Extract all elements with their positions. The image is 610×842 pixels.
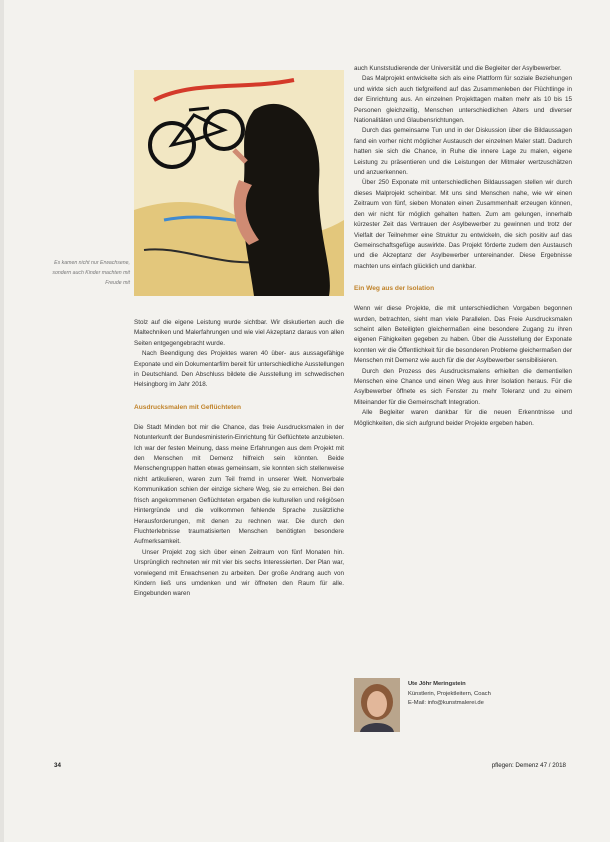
author-box: [354, 678, 572, 732]
paragraph: Alle Begleiter waren dankbar für die neuen Erkenntnisse und Möglichkeiten, die sich aufgrund beider Projekte ergeben haben.: [354, 409, 572, 427]
author-role: Künstlerin, Projektleitern, Coach: [408, 690, 491, 697]
page-number: 34: [54, 762, 61, 769]
author-name: Ute Jöhr Meringstein: [408, 681, 466, 687]
author-email: E-Mail: info@kunstmalerei.de: [408, 700, 484, 707]
paragraph: auch Kunststudierende der Universität und die Begleiter der Asylbewerber.: [354, 65, 562, 72]
paragraph: Die Stadt Minden bot mir die Chance, das freie Ausdrucksmalen in der Notunterkunft der Bundesministerin-Einrichtung für Geflüchtete anzubieten. Ich war der festen Meinung, dass meine Erfahrungen aus dem Projekt mit den Menschen mit Demenz hilfreich sein könnten. Beide Menschengruppen hatten etwas gemeinsam, sie konnten sich stellenweise nicht artikulieren, waren zum Teil fremd in unserer Welt. Nonverbale Kommunikation schien der einzige sichere Weg, sie zu erreichen. Bei den frisch angekommenen Geflüchteten ergaben die kulturellen und religiösen Hintergründe und die vollkommen fehlende Sprache zusätzliche Herausforderungen, mit denen zu rechnen war. Die durch den Fluchterlebnisse traumatisierten Menschen benötigten besondere Aufmerksamkeit.: [134, 423, 344, 546]
section-heading: Ausdrucksmalen mit Geflüchteten: [134, 403, 241, 411]
paragraph: Durch den Prozess des Ausdrucksmalens erhielten die dementiellen Menschen eine Chance und einen Weg aus ihrer Isolation heraus. Für die Asylbewerber öffnete es sich Fenster zu mehr Toleranz und zu einem Miteinander für die Gemeinschaft Integration.: [354, 367, 572, 406]
scan-edge: [0, 0, 4, 842]
paragraph: Wenn wir diese Projekte, die mit unterschiedlichen Vorgaben begonnen wurden, betrachten, sieht man viele Parallelen. Das Freie Ausdrucksmalen scheint allen Beteiligten gleichermaßen eine besondere Zugang zu ihren eigenen Fähigkeiten gegeben zu haben. Über die Ausstellung der Exponate konnten wir die Öffentlichkeit für die besonderen Probleme gleichermaßen der Menschen mit Demenz wie auch für die der Asylbewerber sensibilisieren.: [354, 305, 572, 365]
section-heading: Ein Weg aus der Isolation: [354, 285, 435, 293]
paragraph: Durch das gemeinsame Tun und in der Diskussion über die Bildaussagen fand ein vorher nicht möglicher Austausch der einzelnen Maler statt. Dadurch hatten sie sich die Chance, in Ruhe die innere Lage zu malen, eigene Leistung zu präsentieren und die Leistungen der Mitmaler wertzuschätzen und anzuerkennen.: [354, 127, 572, 177]
column-left: [134, 318, 344, 600]
paragraph: Das Malprojekt entwickelte sich als eine Plattform für soziale Beziehungen und wirkte sich auch tiefgreifend auf das Zusammenleben der Flüchtlinge in der Einrichtung aus. An einzelnen Projekttagen malten mehr als 10 bis 15 Personen gleichzeitig, Menschen unterschiedlichen Alters und diverser Nationalitäten und Glaubensrichtungen.: [354, 75, 572, 125]
paragraph: Stolz auf die eigene Leistung wurde sichtbar. Wir diskutierten auch die Maltechniken und Malerfahrungen und wie viel Akzeptanz daraus von allen Seiten entgegengebracht wurde.: [134, 319, 344, 347]
painting-photo: [134, 70, 344, 296]
paragraph: Unser Projekt zog sich über einen Zeitraum von fünf Monaten hin. Ursprünglich rechneten wir mit vier bis sechs Interessierten. Der Plan war, vorwiegend mit Erwachsenen zu arbeiten. Der große Andrang auch von Kindern ließ uns umdenken und wir öffneten den Raum für alle. Eingebunden waren: [134, 548, 344, 598]
photo-caption: Es kamen nicht nur Erwachsene, sondern auch Kinder machten mit Freude mit: [52, 260, 130, 286]
paragraph: Nach Beendigung des Projektes waren 40 über- aus aussagefähige Exponate und ein Dokumentarfilm bereit für unterschiedliche Ausstellungen in Deutschland. Den Abschluss bildete die Ausstellung im schwedischen Helsingborg im Jahr 2018.: [134, 350, 344, 389]
journal-name: pflegen: Demenz 47 / 2018: [491, 762, 566, 769]
author-photo: [354, 678, 400, 732]
column-right: [354, 64, 572, 429]
paragraph: Über 250 Exponate mit unterschiedlichen Bildaussagen stellen wir durch dieses Malprojekt scheinbar. Mit uns sind Menschen nahe, wie wir einen Zeitraum von fünf, sieben Monaten einen Zusammenhalt erzeugen können, den wir nicht für möglich gehalten hatten. Zum am gelungen, innerhalb kürzester Zeit das Vertrauen der Asylbewerber zu gewinnen und trotz der Vielfalt der Teilnehmer eine Struktur zu entwickeln, die sich positiv auf das Gemeinschaftsgefüge auswirkte. Das Projekt förderte zudem den Austausch und die Akzeptanz der Asylbewerber untereinander. Diese Ergebnisse machten uns einfach glücklich und dankbar.: [354, 179, 572, 270]
